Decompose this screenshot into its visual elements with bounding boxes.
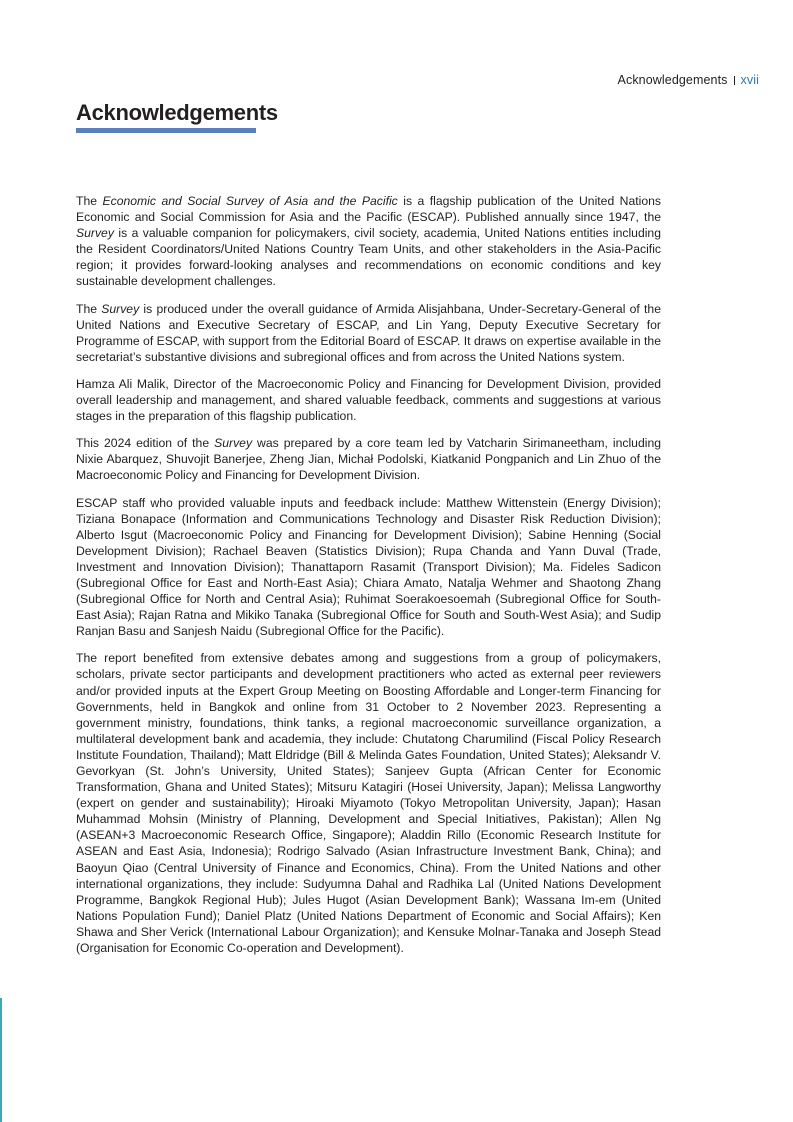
header-divider [734,76,735,85]
running-header [618,73,759,87]
publication-title-italic: Economic and Social Survey of Asia and the Pacific [102,194,398,208]
paragraph-4-text-a: This 2024 edition of the [76,436,215,451]
paragraph-4-text-c: was prepared by a core team led by Vatcharin Sirimaneetham, including Nixie Abarquez, Shuvojit Banerjee, Zheng Jian, Michał Podolski, Kiatkanid Pongpanich and Lin Zhuo of the Macroeconomic Policy and Financing for Development Division. [76,436,661,483]
title-underline [76,128,256,133]
paragraph-3: Hamza Ali Malik, Director of the Macroeconomic Policy and Financing for Development Division, provided overall leadership and management, and shared valuable feedback, comments and suggestions at various stages in the preparation of this flagship publication. [76,376,661,424]
paragraph-1 [76,193,661,290]
paragraph-1-text-c: is a flagship publication of the United Nations Economic and Social Commission for Asia and the Pacific (ESCAP). Published annually since 1947, the [76,194,662,225]
paragraph-4 [76,435,661,483]
survey-italic: Survey [101,301,140,316]
paragraph-2 [76,301,661,365]
side-accent-bar [0,998,2,1122]
running-header-section: Acknowledgements [617,73,728,87]
page-title: Acknowledgements [76,100,278,125]
paragraph-1-text-e: is a valuable companion for policymakers, civil society, academia, United Nations entities including the Resident Coordinators/United Nations Country Team Units, and other stakeholders in the Asia-Pacific region; it provides forward-looking analyses and recommendations on economic conditions and key sustainable development challenges. [76,226,661,289]
paragraph-5: ESCAP staff who provided valuable inputs and feedback include: Matthew Wittenstein (Energy Division); Tiziana Bonapace (Information and Communications Technology and Disaster Risk Reduction Division); Alberto Isgut (Macroeconomic Policy and Financing for Development Division); Sabine Henning (Social Development Division); Rachael Beaven (Statistics Division); Rupa Chanda and Yann Duval (Trade, Investment and Innovation Division); Thanattaporn Rasamit (Transport Division); Ma. Fideles Sadicon (Subregional Office for East and North-East Asia); Chiara Amato, Natalja Wehmer and Shaotong Zhang (Subregional Office for North and Central Asia); Ruhimat Soerakoesoemah (Subregional Office for South-East Asia); Rajan Ratna and Mikiko Tanaka (Subregional Office for South and South-West Asia); and Sudip Ranjan Basu and Sanjesh Naidu (Subregional Office for the Pacific). [76,495,661,639]
paragraph-6: The report benefited from extensive debates among and suggestions from a group of policymakers, scholars, private sector participants and development practitioners who acted as external peer reviewers and/or provided inputs at the Expert Group Meeting on Boosting Affordable and Longer-term Financing for Governments, held in Bangkok and online from 31 October to 2 November 2023. Representing a government ministry, foundations, think tanks, a regional macroeconomic surveillance organization, a multilateral development bank and academia, they include: Chutatong Charumilind (Fiscal Policy Research Institute Foundation, Thailand); Matt Eldridge (Bill & Melinda Gates Foundation, United States); Aleksandr V. Gevorkyan (St. John’s University, United States); Sanjeev Gupta (African Center for Economic Transformation, Ghana and United States); Mitsuru Katagiri (Hosei University, Japan); Melissa Langworthy (expert on gender and sustainability); Hiroaki Miyamoto (Tokyo Metropolitan University, Japan); Hasan Muhammad Mohsin (Ministry of Planning, Development and Special Initiatives, Pakistan); Allen Ng (ASEAN+3 Macroeconomic Research Office, Singapore); Aladdin Rillo (Economic Research Institute for ASEAN and East Asia, Indonesia); Rodrigo Salvado (Asian Infrastructure Investment Bank, China); and Baoyun Qiao (Central University of Finance and Economics, China). From the United Nations and other international organizations, they include: Sudyumna Dahal and Radhika Lal (United Nations Development Programme, Bangkok Regional Hub); Jules Hugot (Asian Development Bank); Wassana Im-em (United Nations Population Fund); Daniel Platz (United Nations Department of Economic and Social Affairs); Ken Shawa and Sher Verick (International Labour Organization); and Kensuke Molnar-Tanaka and Joseph Stead (Organisation for Economic Co-operation and Development). [76,651,661,956]
paragraph-2-text-c: is produced under the overall guidance of Armida Alisjahbana, Under-Secretary-General of the United Nations and Executive Secretary of ESCAP, and Lin Yang, Deputy Executive Secretary for Programme of ESCAP, with support from the Editorial Board of ESCAP. It draws on expertise available in the secretariat’s substantive divisions and subregional offices and from across the United Nations system. [76,301,661,364]
page-number: xvii [740,73,759,87]
survey-italic: Survey [214,436,253,451]
body-text [76,193,661,967]
paragraph-1-text-a: The [76,194,103,208]
paragraph-2-text-a: The [76,301,102,316]
survey-italic: Survey [76,226,114,241]
